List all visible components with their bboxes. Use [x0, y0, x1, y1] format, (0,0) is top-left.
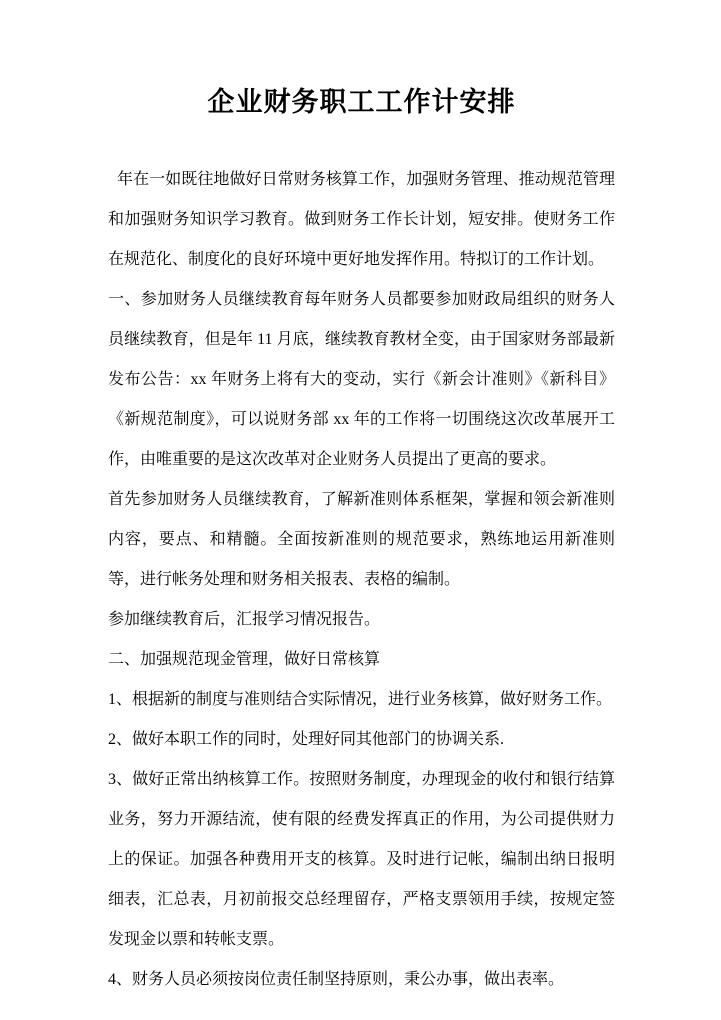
paragraph: 2、做好本职工作的同时，处理好同其他部门的协调关系. — [108, 731, 505, 748]
paragraph: 1、根据新的制度与准则结合实际情况，进行业务核算，做好财务工作。 — [108, 691, 613, 708]
paragraph: 二、加强规范现金管理，做好日常核算 — [108, 651, 381, 668]
paragraph: 一、参加财务人员继续教育每年财务人员都要参加财政局组织的财务人员继续教育，但是年 11 月底，继续教育教材全变，由于国家财务部最新发布公告：xx 年财务上将有大的变动，实行《新会计准则》《新科目》《新规范制度》，可以说财务部 xx 年的工作将一切围绕这次改革展开工作，由唯重要的是这次改革对企业财务人员提出了更高的要求。 — [108, 291, 615, 468]
paragraph: 参加继续教育后，汇报学习情况报告。 — [108, 611, 381, 628]
paragraph: 首先参加财务人员继续教育，了解新准则体系框架，掌握和领会新准则内容，要点、和精髓。全面按新准则的规范要求，熟练地运用新准则等，进行帐务处理和财务相关报表、表格的编制。 — [108, 491, 615, 588]
paragraph: 年在一如既往地做好日常财务核算工作，加强财务管理、推动规范管理和加强财务知识学习教育。做到财务工作长计划，短安排。使财务工作在规范化、制度化的良好环境中更好地发挥作用。特拟订的工作计划。 — [108, 171, 615, 268]
paragraph: 3、做好正常出纳核算工作。按照财务制度，办理现金的收付和银行结算业务，努力开源结流，使有限的经费发挥真正的作用，为公司提供财力上的保证。加强各种费用开支的核算。及时进行记帐，编制出纳日报明细表，汇总表，月初前报交总经理留存，严格支票领用手续，按规定签发现金以票和转帐支票。 — [108, 771, 615, 948]
document-title: 企业财务职工工作计安排 — [207, 87, 516, 117]
paragraph: 4、财务人员必须按岗位责任制坚持原则，秉公办事，做出表率。 — [108, 971, 565, 988]
